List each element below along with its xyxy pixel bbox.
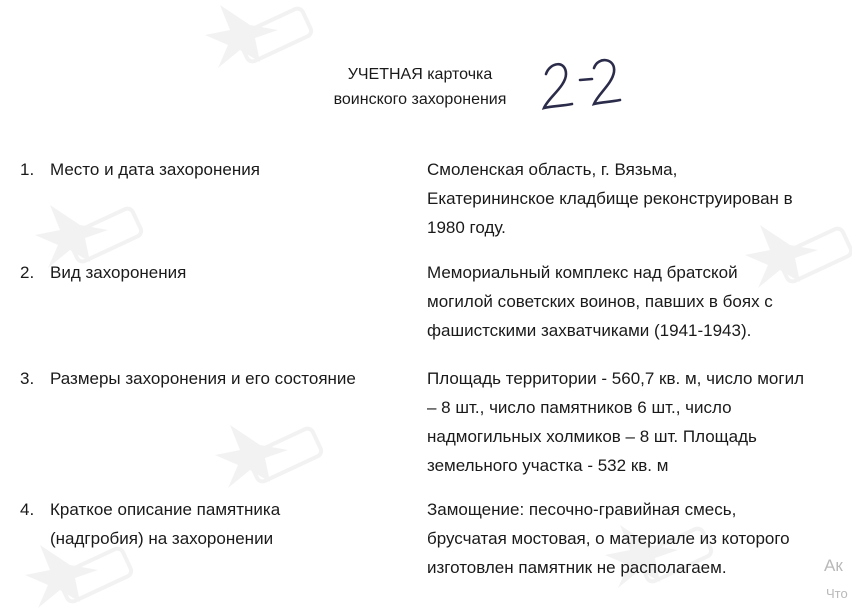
value-line: фашистскими захватчиками (1941-1943). (427, 321, 752, 340)
overlay-text-fragment: Ак (824, 556, 843, 575)
card-subtitle: воинского захоронения (333, 91, 507, 108)
row-number: 3. (20, 369, 35, 388)
row-value (427, 155, 839, 242)
card-header (300, 62, 540, 112)
row-value (427, 258, 839, 345)
value-line: земельного участка - 532 кв. м (427, 456, 669, 475)
value-line: брусчатая мостовая, о материале из которого (427, 529, 790, 548)
value-line: изготовлен памятник не располагаем. (427, 558, 727, 577)
handwritten-number (536, 52, 622, 116)
row-number: 1. (20, 160, 35, 179)
watermark-stamp-icon (200, 0, 320, 70)
value-line: надмогильных холмиков – 8 шт. Площадь (427, 427, 757, 446)
watermark-stamp-icon (210, 420, 330, 490)
row-label: Размеры захоронения и его состояние (50, 369, 356, 388)
row-value (427, 495, 839, 582)
value-line: Екатерининское кладбище реконструирован в (427, 189, 793, 208)
card-title: УЧЕТНАЯ карточка (347, 66, 493, 83)
value-line: 1980 году. (427, 218, 506, 237)
row-number: 2. (20, 263, 35, 282)
label-line: (надгробия) на захоронении (50, 529, 274, 548)
label-line: Краткое описание памятника (50, 500, 281, 519)
value-line: Замощение: песочно-гравийная смесь, (427, 500, 737, 519)
row-label (50, 495, 410, 553)
value-line: могилой советских воинов, павших в боях с (427, 292, 773, 311)
row-value (427, 364, 839, 480)
row-label: Вид захоронения (50, 263, 187, 282)
value-line: Смоленская область, г. Вязьма, (427, 160, 678, 179)
value-line: Мемориальный комплекс над братской (427, 263, 738, 282)
row-number: 4. (20, 500, 35, 519)
value-line: Площадь территории - 560,7 кв. м, число могил (427, 369, 804, 388)
overlay-text-fragment: Что (826, 586, 848, 601)
row-label: Место и дата захоронения (50, 160, 260, 179)
value-line: – 8 шт., число памятников 6 шт., число (427, 398, 732, 417)
